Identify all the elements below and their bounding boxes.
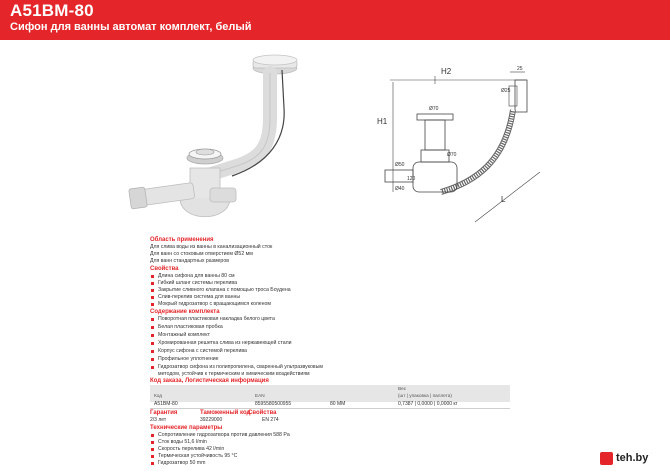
order-table-header xyxy=(150,385,510,402)
customs-value: 39229000 xyxy=(200,417,223,423)
tech-item: Гидрозатвор 50 mm xyxy=(150,460,205,466)
application-title: Область применения xyxy=(150,237,214,243)
order-col-ean: EAN xyxy=(255,393,265,398)
divider xyxy=(150,408,510,409)
order-col-weight-sub: (шт | упаковка | паллета) xyxy=(398,393,452,398)
product-subtitle: Сифон для ванны автомат комплект, белый xyxy=(10,21,252,33)
kit-item: Поворотная пластиковая накладка белого цвета xyxy=(150,316,275,322)
order-row-length: 80 MM xyxy=(330,401,346,407)
properties-item: Длина сифона для ванны 80 см xyxy=(150,273,235,279)
properties-title: Свойства xyxy=(150,266,179,272)
logo-text: teh.by xyxy=(616,452,649,464)
dim-d40: Ø40 xyxy=(395,186,405,192)
customs-label: Таможенный код xyxy=(200,410,251,416)
technical-drawing xyxy=(355,52,555,232)
guarantee-label: Гарантия xyxy=(150,410,178,416)
dim-d50: Ø50 xyxy=(395,162,405,168)
dim-d25: Ø25 xyxy=(501,88,511,94)
order-row-weight: 0,7387 | 0,0000 | 0,0000 кг xyxy=(398,401,458,407)
kit-item: Монтажный комплект xyxy=(150,332,210,338)
kit-title: Содержание комплекта xyxy=(150,309,220,315)
product-photo xyxy=(120,48,370,238)
order-row-code: A51BM-80 xyxy=(154,401,178,407)
properties-item: Слив-перелив система для ванны xyxy=(150,294,240,300)
tech-item: Сток воды 51,6 l/min xyxy=(150,439,207,445)
dim-d70-mid: Ø70 xyxy=(447,152,457,158)
properties-item: Гибкий шланг системы перелива xyxy=(150,280,237,286)
order-title: Код заказа, Логистическая информация xyxy=(150,378,269,384)
order-row-ean: 8595580500955 xyxy=(255,401,292,407)
kit-item: Хромированная решетка слива из нержавеющей стали xyxy=(150,340,292,346)
product-model: A51BM-80 xyxy=(10,1,94,20)
title-banner xyxy=(0,0,670,40)
kit-item: Профильное уплотнение xyxy=(150,356,219,362)
standard-label: Свойства xyxy=(248,410,277,416)
kit-item: Белая пластиковая пробка xyxy=(150,324,223,330)
teh-by-logo[interactable] xyxy=(600,452,664,466)
tech-item: Скорость перелива 42 l/min xyxy=(150,446,224,452)
properties-item: Закрытие сливного клапана с помощью троса Боудена xyxy=(150,287,291,293)
kit-item: Корпус сифона с системой перелива xyxy=(150,348,247,354)
application-line: Для ванн стандартных размеров xyxy=(150,258,229,264)
application-line: Для ванн со стоковым отверстием Ø52 мм xyxy=(150,251,253,257)
dim-25: 25 xyxy=(517,66,523,72)
dim-l: L xyxy=(501,195,506,204)
application-line: Для слива воды из ванны в канализационный сток xyxy=(150,244,273,250)
order-col-code: Код xyxy=(154,393,162,398)
kit-item-continued: методом, устойчив к термическим и химическим воздействиям xyxy=(158,371,310,377)
tech-title: Технические параметры xyxy=(150,425,223,431)
dim-h1: H1 xyxy=(377,117,388,126)
dim-h2: H2 xyxy=(441,67,452,76)
dim-d70-top: Ø70 xyxy=(429,106,439,112)
standard-value: EN 274 xyxy=(262,417,279,423)
kit-item: Гидрозатвор сифона из полипропилена, сваренный ультразвуковым xyxy=(150,364,323,370)
dim-120: 120 xyxy=(407,176,416,182)
tech-item: Термическая устойчивость 95 °C xyxy=(150,453,237,459)
teh-logo-icon xyxy=(600,452,613,465)
guarantee-value: 2/3 лет xyxy=(150,417,167,423)
properties-item: Мокрый гидрозатвор с вращающимся коленом xyxy=(150,301,271,307)
order-col-weight: Вес xyxy=(398,386,407,391)
tech-item: Сопротивление гидрозатвора против давления 588 Pa xyxy=(150,432,290,438)
